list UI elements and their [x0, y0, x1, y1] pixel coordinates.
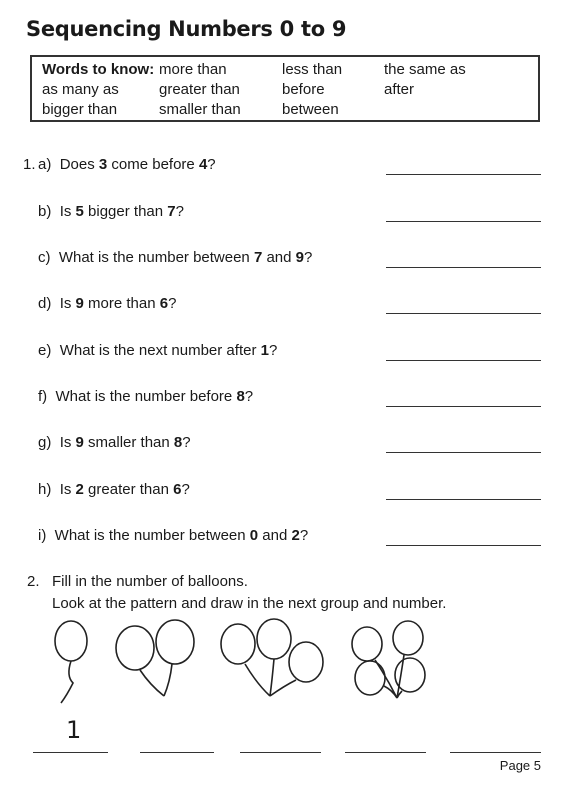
question-number: 2	[291, 527, 300, 544]
word: more than	[159, 61, 227, 78]
question-letter: i)	[38, 527, 47, 544]
question-text: and	[258, 527, 292, 544]
question-number: 6	[159, 295, 169, 312]
question-row	[38, 388, 253, 405]
question-text: What is the number between	[58, 249, 254, 266]
question-letter: h)	[38, 481, 52, 498]
word: greater than	[159, 81, 240, 98]
question-letter: c)	[38, 249, 51, 266]
balloon-group-3	[221, 619, 323, 696]
question-number: 7	[253, 249, 263, 266]
worksheet-title: Sequencing Numbers 0 to 9	[26, 17, 347, 41]
question-text: ?	[304, 249, 313, 266]
question-row	[38, 203, 184, 220]
answer-line[interactable]	[386, 499, 541, 500]
question-number: 4	[198, 156, 208, 173]
question-space	[51, 342, 59, 359]
question-letter: b)	[38, 203, 52, 220]
question-text: What is the next number after	[59, 342, 261, 359]
word: after	[384, 81, 415, 98]
question-text: ?	[268, 342, 278, 359]
question-text: ?	[299, 527, 309, 544]
question-text: ?	[175, 203, 184, 220]
question-number: 8	[236, 388, 245, 405]
answer-line[interactable]	[386, 174, 541, 175]
first-answer-mark: 1	[66, 716, 82, 744]
answer-line[interactable]	[386, 221, 541, 222]
question-row	[38, 434, 191, 451]
question-space	[51, 481, 59, 498]
question-text: What is the number between	[54, 527, 250, 544]
word: bigger than	[42, 101, 118, 118]
word: before	[282, 81, 325, 98]
question-1-number: 1.	[23, 156, 36, 173]
question-text: ?	[207, 156, 216, 173]
answer-line[interactable]	[386, 545, 541, 546]
question-space	[51, 249, 59, 266]
words-to-know-box	[30, 55, 540, 122]
question-space	[51, 295, 59, 312]
question-space	[51, 434, 59, 451]
question-space	[46, 527, 54, 544]
answer-line[interactable]	[386, 267, 541, 268]
word: as many as	[42, 81, 119, 98]
question-row	[38, 295, 176, 312]
question-text: ?	[181, 481, 190, 498]
balloon-group-2	[116, 620, 194, 696]
word: less than	[282, 61, 343, 78]
balloon-group-1	[55, 621, 87, 703]
question-2-line1: Fill in the number of balloons.	[52, 573, 248, 590]
words-label: Words to know:	[42, 61, 155, 78]
question-number: 1	[260, 342, 269, 359]
answer-line[interactable]	[386, 360, 541, 361]
question-row	[38, 342, 277, 359]
count-line-2	[140, 752, 214, 753]
question-space	[51, 203, 59, 220]
question-text: more than	[83, 295, 160, 312]
question-letter: e)	[38, 342, 52, 359]
question-text: ?	[244, 388, 254, 405]
question-text: Is	[59, 434, 76, 451]
count-line-4	[345, 752, 426, 753]
page-number: Page 5	[499, 758, 541, 773]
question-text: come before	[107, 156, 199, 173]
question-number: 3	[98, 156, 108, 173]
answer-line[interactable]	[386, 452, 541, 453]
question-number: 6	[173, 481, 182, 498]
question-letter: g)	[38, 434, 52, 451]
question-number: 2	[75, 481, 84, 498]
question-row	[38, 527, 308, 544]
question-text: Is	[59, 295, 76, 312]
count-line-3	[240, 752, 321, 753]
question-2-line2: Look at the pattern and draw in the next group and number.	[52, 595, 447, 612]
answer-line[interactable]	[386, 406, 541, 407]
question-number: 9	[75, 295, 84, 312]
balloon-group-4	[352, 621, 425, 698]
question-text: Is	[59, 481, 76, 498]
question-text: ?	[182, 434, 191, 451]
question-row	[38, 156, 216, 173]
question-text: ?	[168, 295, 177, 312]
question-number: 0	[249, 527, 259, 544]
word: between	[282, 101, 339, 118]
question-number: 9	[295, 249, 305, 266]
question-row	[38, 481, 190, 498]
word: the same as	[384, 61, 466, 78]
question-number: 7	[167, 203, 176, 220]
question-number: 9	[75, 434, 84, 451]
question-text: What is the number before	[55, 388, 237, 405]
question-space	[51, 156, 59, 173]
question-text: smaller than	[83, 434, 174, 451]
count-line-5	[450, 752, 541, 753]
question-space	[47, 388, 55, 405]
question-2-number: 2.	[27, 573, 40, 590]
question-row	[38, 249, 312, 266]
question-number: 8	[173, 434, 183, 451]
question-text: greater than	[83, 481, 174, 498]
question-letter: a)	[38, 156, 52, 173]
question-letter: f)	[38, 388, 48, 405]
balloon-groups	[0, 610, 571, 710]
question-text: Does	[59, 156, 99, 173]
count-line-1	[33, 752, 108, 753]
answer-line[interactable]	[386, 313, 541, 314]
question-text: bigger than	[83, 203, 168, 220]
question-number: 5	[75, 203, 84, 220]
word: smaller than	[159, 101, 241, 118]
question-letter: d)	[38, 295, 52, 312]
question-text: and	[262, 249, 296, 266]
question-text: Is	[59, 203, 76, 220]
